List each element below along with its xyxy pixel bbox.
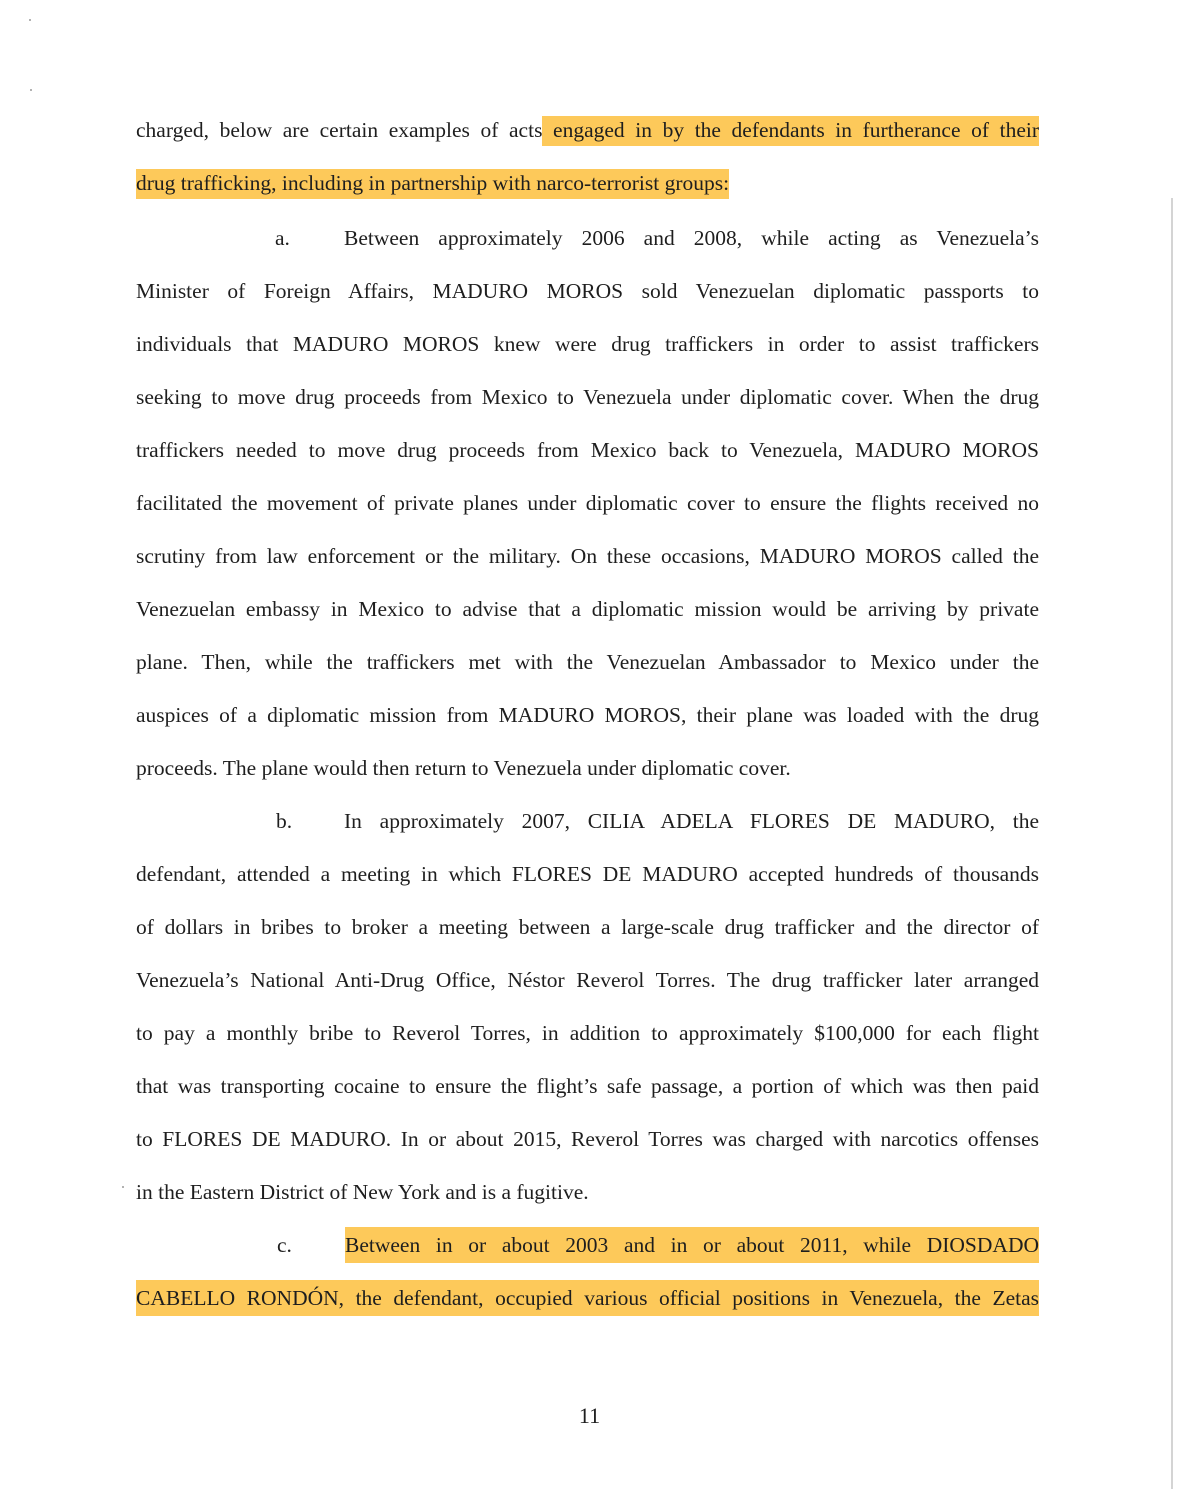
intro-text: charged, below are certain examples of acts [136, 118, 543, 142]
paragraph-line: to pay a monthly bribe to Reverol Torres, in addition to approximately $100,000 for each flight [136, 1021, 1039, 1045]
highlighted-text: drug trafficking, including in partnership with narco-terrorist groups: [136, 169, 729, 199]
paragraph-line: traffickers needed to move drug proceeds from Mexico back to Venezuela, MADURO MOROS [136, 438, 1039, 462]
paragraph-line: of dollars in bribes to broker a meeting between a large-scale drug trafficker and the director of [136, 915, 1039, 939]
paragraph-line: to FLORES DE MADURO. In or about 2015, Reverol Torres was charged with narcotics offenses [136, 1127, 1039, 1151]
scan-speck [30, 89, 32, 91]
paragraph-line: seeking to move drug proceeds from Mexico to Venezuela under diplomatic cover. When the drug [136, 385, 1039, 409]
paragraph-line: Venezuelan embassy in Mexico to advise that a diplomatic mission would be arriving by private [136, 597, 1039, 621]
intro-line-1 [136, 111, 1039, 149]
paragraph-c-line-2 [136, 1279, 1039, 1317]
highlighted-text: CABELLO RONDÓN, the defendant, occupied various official positions in Venezuela, the Zetas [136, 1280, 1039, 1316]
paragraph-line: individuals that MADURO MOROS knew were drug traffickers in order to assist traffickers [136, 332, 1039, 356]
paragraph-line: Minister of Foreign Affairs, MADURO MOROS sold Venezuelan diplomatic passports to [136, 279, 1039, 303]
page-number: 11 [578, 1403, 601, 1428]
paragraph-b-first-line [136, 802, 1039, 840]
paragraph-line: Venezuela’s National Anti-Drug Office, Néstor Reverol Torres. The drug trafficker later arranged [136, 968, 1039, 992]
paragraph-marker: b. [276, 809, 293, 833]
paragraph-line: In approximately 2007, CILIA ADELA FLORES DE MADURO, the [344, 809, 1039, 833]
paragraph-marker: c. [277, 1233, 292, 1257]
paragraph-marker: a. [275, 226, 290, 250]
scan-speck [29, 19, 31, 21]
paragraph-line: scrutiny from law enforcement or the military. On these occasions, MADURO MOROS called the [136, 544, 1039, 568]
highlighted-text: engaged in by the defendants in furtherance of their [542, 116, 1039, 146]
paragraph-line: auspices of a diplomatic mission from MADURO MOROS, their plane was loaded with the drug [136, 703, 1039, 727]
paragraph-line: defendant, attended a meeting in which FLORES DE MADURO accepted hundreds of thousands [136, 862, 1039, 886]
paragraph-line: facilitated the movement of private planes under diplomatic cover to ensure the flights received no [136, 491, 1039, 515]
paragraph-c-first-line [136, 1226, 1039, 1264]
paragraph-line: that was transporting cocaine to ensure the flight’s safe passage, a portion of which was then paid [136, 1074, 1039, 1098]
paragraph-line: plane. Then, while the traffickers met with the Venezuelan Ambassador to Mexico under the [136, 650, 1039, 674]
scan-edge-line [1171, 198, 1173, 1489]
intro-line-2 [136, 164, 1039, 202]
paragraph-line: proceeds. The plane would then return to Venezuela under diplomatic cover. [136, 756, 791, 780]
paragraph-line: Between approximately 2006 and 2008, while acting as Venezuela’s [344, 226, 1039, 250]
scan-speck [122, 1186, 124, 1188]
highlighted-text: Between in or about 2003 and in or about 2011, while DIOSDADO [345, 1227, 1039, 1263]
paragraph-line: in the Eastern District of New York and is a fugitive. [136, 1180, 589, 1204]
paragraph-a-first-line [136, 219, 1039, 257]
